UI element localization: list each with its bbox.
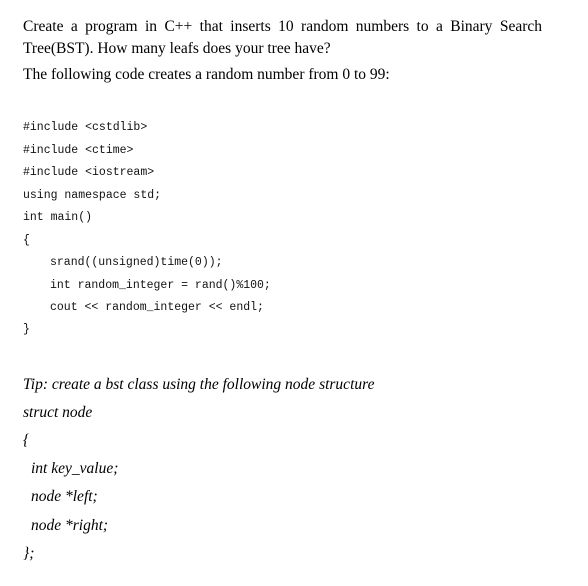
struct-line: node *left; <box>31 488 98 505</box>
code-line: int random_integer = rand()%100; <box>50 279 271 292</box>
code-line: #include <ctime> <box>23 144 134 157</box>
code-line: #include <iostream> <box>23 166 155 179</box>
code-line: int main() <box>23 211 93 224</box>
problem-statement: Create a program in C++ that inserts 10 random numbers to a Binary Search Tree(BST). How many leafs does your tree have? <box>23 18 542 57</box>
code-intro-text: The following code creates a random number from 0 to 99: <box>23 66 390 83</box>
code-line: srand((unsigned)time(0)); <box>50 256 223 269</box>
struct-line: int key_value; <box>31 460 119 477</box>
struct-line: }; <box>23 545 35 562</box>
code-line: using namespace std; <box>23 189 162 202</box>
code-line: } <box>23 323 30 336</box>
tip-text: Tip: create a bst class using the following node structure <box>23 376 375 393</box>
code-line: { <box>23 234 30 247</box>
struct-line: node *right; <box>31 517 109 534</box>
struct-line: struct node <box>23 404 93 421</box>
code-line: #include <cstdlib> <box>23 121 148 134</box>
code-line: cout << random_integer << endl; <box>50 301 264 314</box>
struct-line: { <box>23 432 30 449</box>
